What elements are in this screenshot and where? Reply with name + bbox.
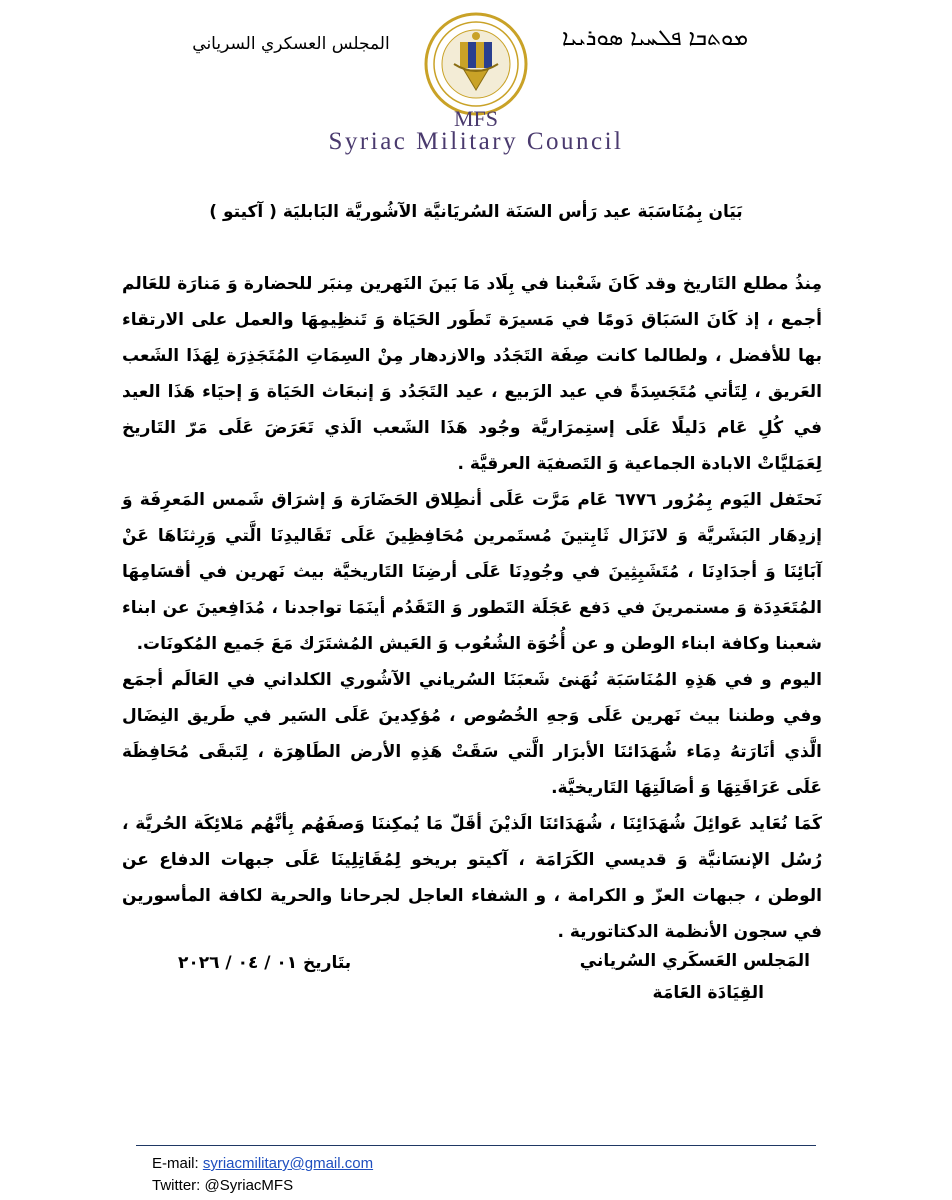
body-paragraph: مِنذُ مطلع التَاريخ وقد كَانَ شَعْبنا في بِلَاد مَا بَينَ النَهرين مِنبَر للحضارة وَ مَنارَة للعَالم أجمع ، إذ كَانَ السَبَاق دَومًا في مَسيرَة تَطَور الحَيَاة وَ تَنظِيمِهَا والعمل على الارتقاء بها للأفضل ، ولطالما كانت صِفَة التَجَدُد والازدهار مِنْ السِمَاتِ المُتَجَذِرَة لِهَذَا الشَعب العَريق ، لِتَأتي مُتَجَسِدَةً في عيد الرَبيع ، عيد التَجَدُد وَ إنبعَاث الحَيَاة وَ إحيَاء هَذَا العيد في كُلِ عَام دَليلًا عَلَى إستِمرَاريَّة وجُود هَذَا الشَعب الَذي تَعَرَضَ عَلَى مَرّ التَاريخ لِعَمَليَّاتْ الابادة الجماعية وَ التَصفيَة العرقيَّة . <box>122 274 822 474</box>
footer-divider <box>136 1145 816 1146</box>
body-paragraph: اليوم و في هَذِهِ المُنَاسَبَة نُهَنئ شَعبَنَا السُرياني الآشُوري الكلداني في العَالَم أجمَع وفي وطننا بيث نَهرين عَلَى وَجهِ الخُصُوص ، مُؤكِدينَ عَلَى السَير في طَريق النِضَال الَّذي أنَارَتهُ دِمَاء شُهَدَائنَا الأبرَار الَّتي سَقَتْ هَذِهِ الأرض الطَاهِرَة ، لِتَبقَى مُحَافِظَة عَلَى عَرَاقَتِهَا وَ أصَالَتِهَا التَاريخيَّة. <box>122 670 822 798</box>
signature-date: بتَاريخ ٠١ / ٠٤ / ٢٠٢٦ <box>178 953 352 973</box>
council-emblem-logo <box>424 12 528 116</box>
arabic-org-name: المجلس العسكري السرياني <box>192 34 390 54</box>
statement-body <box>122 266 822 950</box>
twitter-handle: Twitter: @SyriacMFS <box>152 1177 294 1194</box>
org-english-name: Syriac Military Council <box>328 128 624 155</box>
signature-command: القِيَادَة العَامَة <box>652 983 764 1003</box>
footer-contact <box>152 1153 373 1197</box>
body-paragraph: كَمَا نُعَايد عَوائِلَ شُهَدَائِنَا ، شُهَدَائنَا الَذيْنَ أقَلّ مَا يُمكِننَا وَصفَهُم بِأنَّهُم مَلائِكَة الحُريَّة ، رُسُل الإنسَانيَّة وَ قديسي الكَرَامَة ، آكيتو بريخو لِمُقَاتِلِينَا عَلَى جبهات الدفاع عن الوطن ، جبهات العزّ و الكرامة ، و الشفاء العاجل لجرحانا والحرية لكافة المأسورين في سجون الأنظمة الدكتاتورية . <box>122 814 822 942</box>
signature-council: المَجلس العَسكَري السُرياني <box>579 951 810 971</box>
statement-title: بَيَان بِمُنَاسَبَة عيد رَأس السَنَة السُريَانيَّة الآشُوريَّة البَابليَة ( آكيتو ) <box>209 202 743 222</box>
body-paragraph: نَحتَفل اليَوم بِمُرُور ٦٧٧٦ عَام مَرَّت عَلَى أنطِلاق الحَضَارَة وَ إشرَاق شَمس المَعرِفَة وَ إزدِهَار البَشَريَّة وَ لانَزَال ثَابِتينَ مُستَمرين مُحَافِظِينَ عَلَى تَقَاليدِنَا الَّتي وَرِثنَاهَا عَنْ آبَائِنَا وَ أجدَادِنَا ، مُتَشَبِثِينَ في وجُودِنَا عَلَى أرضِنَا التَاريخيَّة بيث نَهرين في أقسَامِهَا المُتَعَدِدَة وَ مستمرينَ في دَفع عَجَلَة التَطور وَ التَقَدُم أينَمَا تواجدنا ، مُدَافِعينَ عن ابناء شعبنا وكافة ابناء الوطن و عن أُخُوَة الشُعُوب وَ العَيش المُشتَرَك مَعَ جَميع المُكونَات. <box>122 490 822 654</box>
letterhead <box>0 0 952 160</box>
syriac-org-name: ܡܘܬܒܐ ܦܠܚܝܐ ܣܘܪܝܝܐ <box>561 26 749 51</box>
email-link[interactable]: syriacmilitary@gmail.com <box>202 1155 374 1172</box>
email-row <box>152 1153 373 1175</box>
org-abbreviation: MFS <box>453 106 499 131</box>
email-label: E-mail: <box>152 1155 199 1172</box>
